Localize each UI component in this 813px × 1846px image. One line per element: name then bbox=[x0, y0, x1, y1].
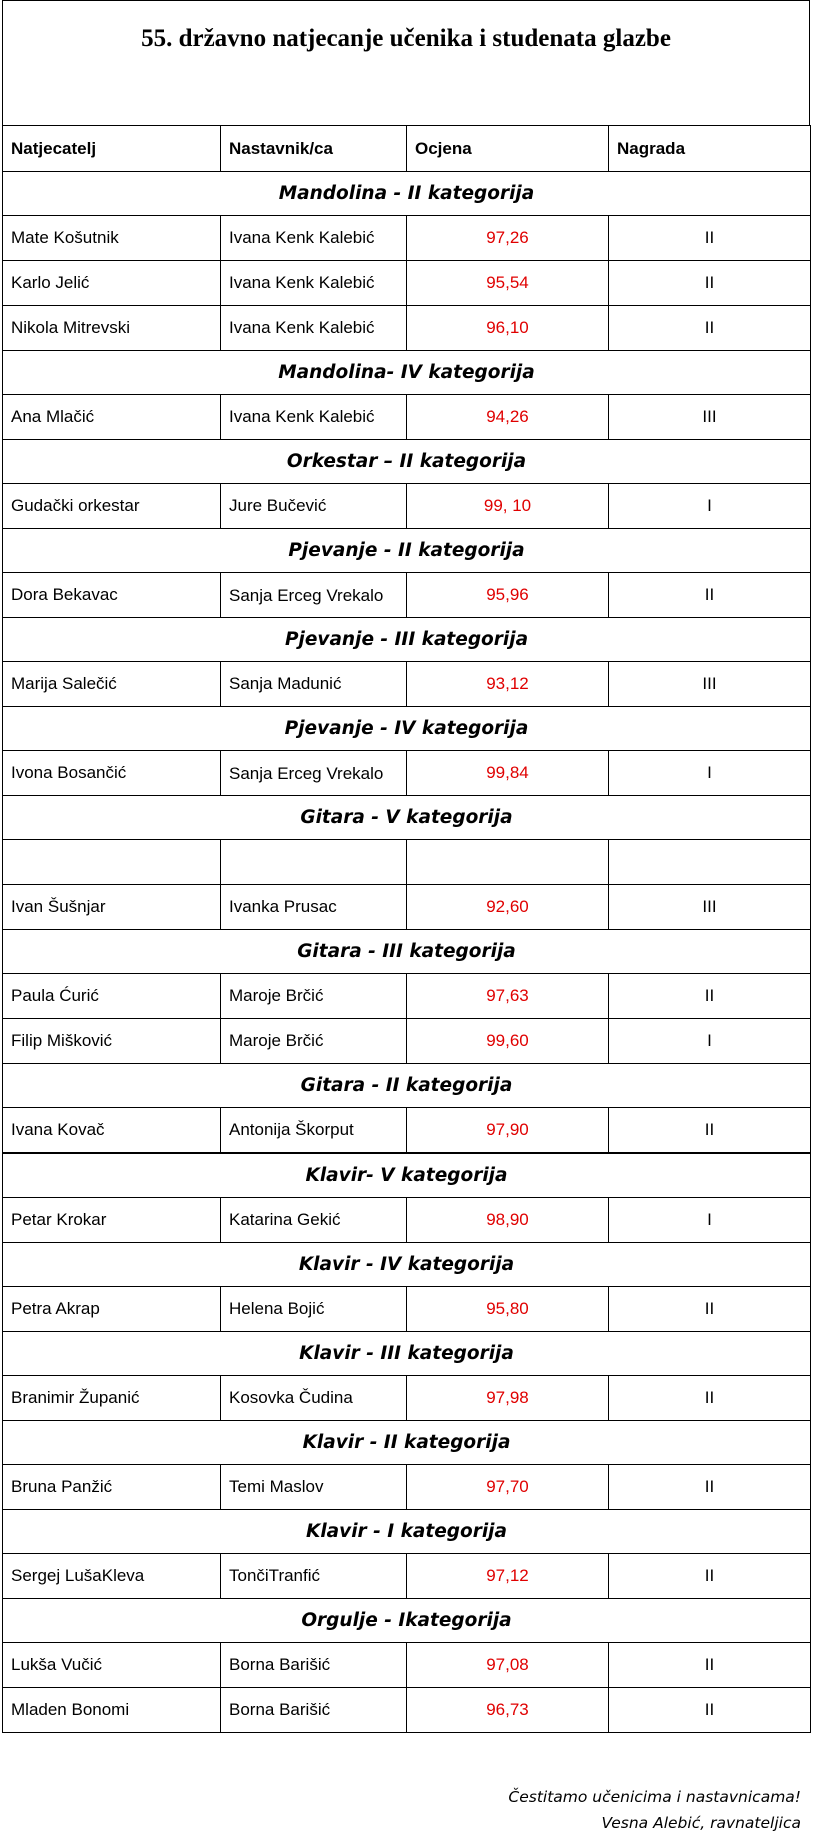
award-cell: II bbox=[609, 573, 811, 618]
score-cell: 92,60 bbox=[407, 885, 609, 930]
category-row bbox=[3, 440, 811, 484]
score-cell: 97,08 bbox=[407, 1643, 609, 1688]
table-row bbox=[3, 573, 811, 618]
category-row bbox=[3, 796, 811, 840]
award-cell: III bbox=[609, 662, 811, 707]
award-cell: II bbox=[609, 261, 811, 306]
award-cell: II bbox=[609, 306, 811, 351]
teacher-cell: Ivana Kenk Kalebić bbox=[221, 395, 407, 440]
score-cell: 99, 10 bbox=[407, 484, 609, 529]
score-cell: 99,84 bbox=[407, 751, 609, 796]
table-header-row bbox=[3, 126, 811, 172]
table-row bbox=[3, 840, 811, 885]
category-label: Klavir - I kategorija bbox=[3, 1510, 811, 1554]
footer-congratulations: Čestitamo učenicima i nastavnicama! bbox=[508, 1788, 801, 1806]
category-label: Pjevanje - IV kategorija bbox=[3, 707, 811, 751]
table-row bbox=[3, 662, 811, 707]
award-cell: I bbox=[609, 751, 811, 796]
category-row bbox=[3, 618, 811, 662]
competitor-cell: Petra Akrap bbox=[3, 1287, 221, 1332]
competitor-cell: Ivan Šušnjar bbox=[3, 885, 221, 930]
category-label: Mandolina - II kategorija bbox=[3, 172, 811, 216]
category-row bbox=[3, 1510, 811, 1554]
score-cell: 97,26 bbox=[407, 216, 609, 261]
competitor-cell: Mladen Bonomi bbox=[3, 1688, 221, 1733]
teacher-cell bbox=[221, 840, 407, 885]
table-row bbox=[3, 306, 811, 351]
category-label: Klavir - IV kategorija bbox=[3, 1243, 811, 1287]
score-cell: 96,73 bbox=[407, 1688, 609, 1733]
score-cell: 97,12 bbox=[407, 1554, 609, 1599]
table-row bbox=[3, 974, 811, 1019]
teacher-cell: Ivana Kenk Kalebić bbox=[221, 306, 407, 351]
category-row bbox=[3, 172, 811, 216]
teacher-cell: Katarina Gekić bbox=[221, 1198, 407, 1243]
category-row bbox=[3, 1421, 811, 1465]
category-label: Mandolina- IV kategorija bbox=[3, 351, 811, 395]
category-row bbox=[3, 930, 811, 974]
competitor-cell: Gudački orkestar bbox=[3, 484, 221, 529]
column-header-nagrada: Nagrada bbox=[609, 126, 811, 172]
column-header-ocjena: Ocjena bbox=[407, 126, 609, 172]
competitor-cell: Filip Mišković bbox=[3, 1019, 221, 1064]
award-cell: II bbox=[609, 974, 811, 1019]
score-cell: 93,12 bbox=[407, 662, 609, 707]
table-row bbox=[3, 1376, 811, 1421]
teacher-cell: Sanja Erceg Vrekalo bbox=[221, 751, 407, 796]
table-row bbox=[3, 261, 811, 306]
table-row bbox=[3, 1287, 811, 1332]
teacher-cell: Sanja Erceg Vrekalo bbox=[221, 573, 407, 618]
category-label: Pjevanje - III kategorija bbox=[3, 618, 811, 662]
teacher-cell: Maroje Brčić bbox=[221, 974, 407, 1019]
competitor-cell: Dora Bekavac bbox=[3, 573, 221, 618]
teacher-cell: Antonija Škorput bbox=[221, 1108, 407, 1154]
competitor-cell: Paula Ćurić bbox=[3, 974, 221, 1019]
teacher-cell: Jure Bučević bbox=[221, 484, 407, 529]
competitor-cell: Nikola Mitrevski bbox=[3, 306, 221, 351]
title-box bbox=[2, 0, 810, 125]
teacher-cell: Maroje Brčić bbox=[221, 1019, 407, 1064]
category-label: Klavir - III kategorija bbox=[3, 1332, 811, 1376]
score-cell: 97,70 bbox=[407, 1465, 609, 1510]
column-header-nastavnik: Nastavnik/ca bbox=[221, 126, 407, 172]
results-table-body bbox=[3, 126, 811, 1733]
table-row bbox=[3, 751, 811, 796]
award-cell: I bbox=[609, 1198, 811, 1243]
score-cell: 99,60 bbox=[407, 1019, 609, 1064]
competitor-cell: Marija Salečić bbox=[3, 662, 221, 707]
score-cell: 98,90 bbox=[407, 1198, 609, 1243]
table-row bbox=[3, 1688, 811, 1733]
category-row bbox=[3, 529, 811, 573]
competitor-cell: Lukša Vučić bbox=[3, 1643, 221, 1688]
award-cell bbox=[609, 840, 811, 885]
category-row bbox=[3, 1153, 811, 1198]
score-cell bbox=[407, 840, 609, 885]
table-row bbox=[3, 484, 811, 529]
table-row bbox=[3, 1198, 811, 1243]
teacher-cell: Borna Barišić bbox=[221, 1688, 407, 1733]
award-cell: III bbox=[609, 395, 811, 440]
category-label: Gitara - III kategorija bbox=[3, 930, 811, 974]
competitor-cell: Branimir Županić bbox=[3, 1376, 221, 1421]
award-cell: III bbox=[609, 885, 811, 930]
category-row bbox=[3, 707, 811, 751]
results-table bbox=[2, 125, 811, 1733]
award-cell: II bbox=[609, 1465, 811, 1510]
table-row bbox=[3, 1108, 811, 1154]
award-cell: II bbox=[609, 1376, 811, 1421]
category-label: Klavir - II kategorija bbox=[3, 1421, 811, 1465]
category-label: Klavir- V kategorija bbox=[3, 1153, 811, 1198]
category-label: Pjevanje - II kategorija bbox=[3, 529, 811, 573]
category-label: Orgulje - Ikategorija bbox=[3, 1599, 811, 1643]
teacher-cell: TončiTranfić bbox=[221, 1554, 407, 1599]
teacher-cell: Temi Maslov bbox=[221, 1465, 407, 1510]
teacher-cell: Ivana Kenk Kalebić bbox=[221, 216, 407, 261]
category-row bbox=[3, 1243, 811, 1287]
table-row bbox=[3, 216, 811, 261]
competitor-cell: Ivana Kovač bbox=[3, 1108, 221, 1154]
teacher-cell: Borna Barišić bbox=[221, 1643, 407, 1688]
footer-signature: Vesna Alebić, ravnateljica bbox=[601, 1814, 801, 1832]
award-cell: II bbox=[609, 1643, 811, 1688]
score-cell: 95,54 bbox=[407, 261, 609, 306]
award-cell: II bbox=[609, 1287, 811, 1332]
category-row bbox=[3, 1599, 811, 1643]
column-header-natjecatelj: Natjecatelj bbox=[3, 126, 221, 172]
document-title: 55. državno natjecanje učenika i studenata glazbe bbox=[141, 25, 671, 52]
score-cell: 97,98 bbox=[407, 1376, 609, 1421]
category-label: Orkestar – II kategorija bbox=[3, 440, 811, 484]
category-row bbox=[3, 1332, 811, 1376]
competitor-cell: Karlo Jelić bbox=[3, 261, 221, 306]
score-cell: 94,26 bbox=[407, 395, 609, 440]
competitor-cell: Petar Krokar bbox=[3, 1198, 221, 1243]
award-cell: II bbox=[609, 1108, 811, 1154]
competitor-cell bbox=[3, 840, 221, 885]
score-cell: 97,63 bbox=[407, 974, 609, 1019]
award-cell: I bbox=[609, 484, 811, 529]
table-row bbox=[3, 395, 811, 440]
competitor-cell: Ana Mlačić bbox=[3, 395, 221, 440]
teacher-cell: Sanja Madunić bbox=[221, 662, 407, 707]
award-cell: II bbox=[609, 216, 811, 261]
competitor-cell: Ivona Bosančić bbox=[3, 751, 221, 796]
category-row bbox=[3, 351, 811, 395]
score-cell: 95,96 bbox=[407, 573, 609, 618]
table-row bbox=[3, 1465, 811, 1510]
category-label: Gitara - V kategorija bbox=[3, 796, 811, 840]
award-cell: II bbox=[609, 1688, 811, 1733]
teacher-cell: Ivanka Prusac bbox=[221, 885, 407, 930]
award-cell: I bbox=[609, 1019, 811, 1064]
table-row bbox=[3, 1643, 811, 1688]
teacher-cell: Helena Bojić bbox=[221, 1287, 407, 1332]
teacher-cell: Kosovka Čudina bbox=[221, 1376, 407, 1421]
score-cell: 96,10 bbox=[407, 306, 609, 351]
score-cell: 95,80 bbox=[407, 1287, 609, 1332]
competitor-cell: Mate Košutnik bbox=[3, 216, 221, 261]
teacher-cell: Ivana Kenk Kalebić bbox=[221, 261, 407, 306]
table-row bbox=[3, 1019, 811, 1064]
category-label: Gitara - II kategorija bbox=[3, 1064, 811, 1108]
competitor-cell: Sergej LušaKleva bbox=[3, 1554, 221, 1599]
category-row bbox=[3, 1064, 811, 1108]
competitor-cell: Bruna Panžić bbox=[3, 1465, 221, 1510]
score-cell: 97,90 bbox=[407, 1108, 609, 1154]
table-row bbox=[3, 1554, 811, 1599]
table-row bbox=[3, 885, 811, 930]
award-cell: II bbox=[609, 1554, 811, 1599]
